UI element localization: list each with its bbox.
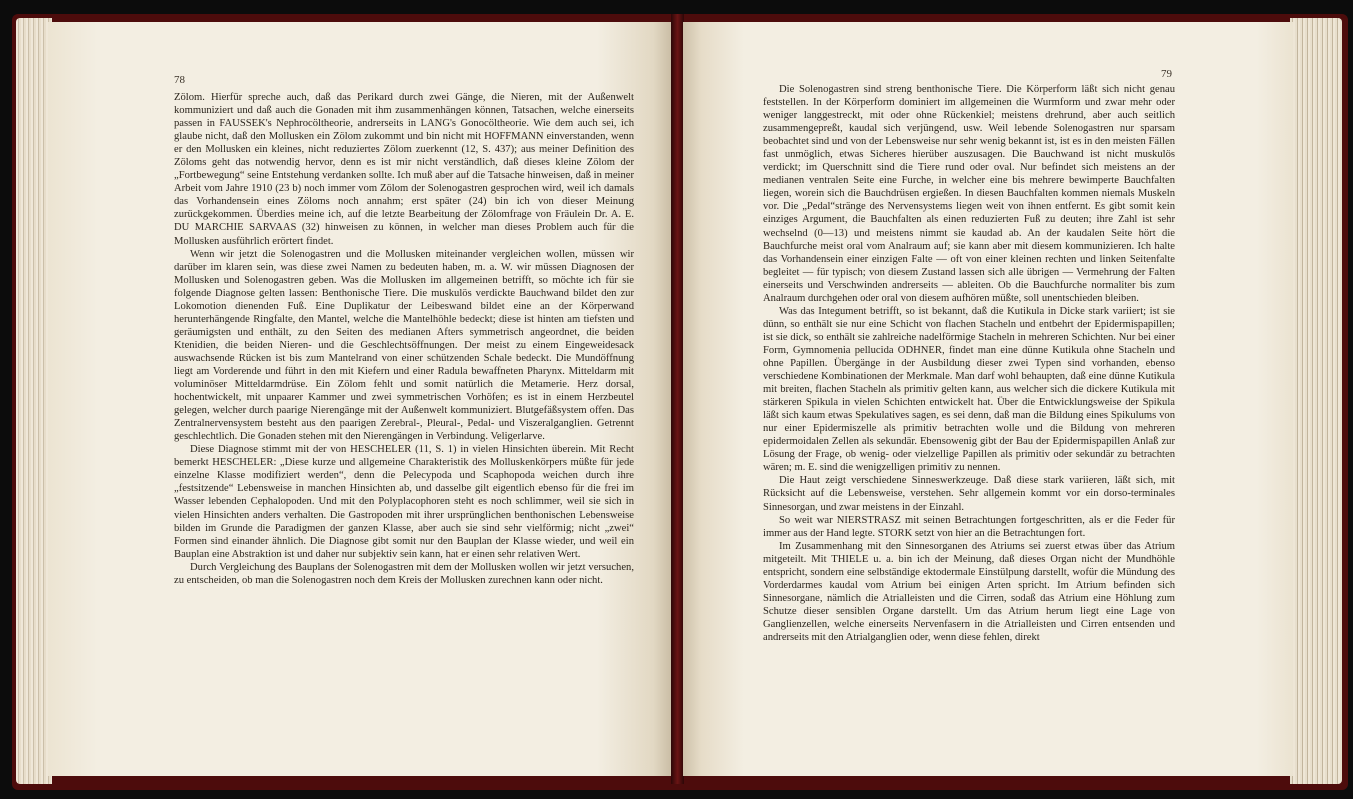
right-paragraph-2: Was das Integument betrifft, so ist bekannt, daß die Kutikula in Dicke stark variiert; ist sie dünn, so enthält sie nur eine Schicht von flachen Stacheln und entbehrt der Epidermispapillen; ist sie dick, so enthält sie zahlreiche nadelförmige Stacheln in mehreren Schichten. Nur bei einer Form, Gymnomenia pellucida ODHNER, findet man eine dünne Kutikula ohne Stacheln und ohne Papillen. Übergänge in der Ausbildung dieser zwei Typen sind vorhanden, ebenso verschiedene Kombinationen der Merkmale. Man darf wohl behaupten, daß eine dünne Kutikula mit breiten, flachen Stacheln als primitiv gelten kann, aus welcher sich die dickere Kutikula mit stärkeren Spikula in vielen Schichten entwickelt hat. Über die Entwicklungsweise der Spikula läßt sich kaum etwas Spekulatives sagen, es sei denn, daß man die Bildung eines Spikulums von nur einer Epidermiszelle als primitiv betrachten wolle und die Bildung von mehreren epidermoidalen Zellen als sekundär. Ebensowenig gibt der Bau der Epidermispapillen Anlaß zur Lösung der Frage, ob wenig- oder vielzellige Papillen als primitiv oder sekundär zu betrachten wären; m. E. sind die wenigzelligen primitiv zu nennen. xyxy=(763,305,1175,474)
right-paragraph-1: Die Solenogastren sind streng benthonische Tiere. Die Körperform läßt sich nicht genau feststellen. In der Körperform dominiert im allgemeinen die Wurmform und zwar mehr oder weniger langgestreckt, mit oder ohne Rückenkiel; meistens drehrund, aber auch seitlich zusammengepreßt, kaudal sich verjüngend, usw. Weil lebende Solenogastren nur sparsam beobachtet sind und von der Lebensweise nur sehr wenig bekannt ist, ist es in den meisten Fällen fast unmöglich, etwas Sicheres hierüber auszusagen. Die Bauchwand ist nicht muskulös verdickt; im Querschnitt sind die Tiere rund oder oval. Nur befindet sich meistens an der medianen ventralen Seite eine Furche, in welcher eine bis mehrere bewimperte Bauchfalten liegen, worein sich die Bauchdrüsen ergießen. In diesen Bauchfalten kommen niemals Muskeln vor. Die „Pedal“stränge des Nervensystems liegen weit von ihnen entfernt. Es gibt somit kein einziges Argument, die Bauchfalten als einen reduzierten Fuß zu deuten; ihre Zahl ist sehr wechselnd (0—13) und meistens nimmt sie kaudad ab. An der kaudalen Seite hört die Bauchfurche meist oral vom Analraum auf; sie kann aber mit diesem kommunizieren. Ich halte das Vorhandensein einer einzigen Falte — oft von einer kleinen rechten und linken Seitenfalte begleitet — für typisch; von diesem Zustand lassen sich alle übrigen — Vermehrung der Falten einerseits und Verschwinden andrerseits — ableiten. Ob die Bauchfurche normaliter bis zum Analraum durchgehen oder oral von diesem aufhören müßte, soll unentschieden bleiben. xyxy=(763,84,1175,304)
left-paragraph-3: Diese Diagnose stimmt mit der von HESCHELER (11, S. 1) in vielen Hinsichten überein. Mit Recht bemerkt HESCHELER: „Diese kurze und allgemeine Charakteristik des Molluskenkörpers müßte für jede einzelne Klasse modifiziert werden“, denn die Pelecypoda und Scaphopoda weichen durch ihre „festsitzende“ Lebensweise in manchen Hinsichten ab, und dasselbe gilt eigentlich ebenso für die frei im Wasser lebenden Cephalopoden. Und mit den Polyplacophoren steht es noch schlimmer, weil sie sich in vielen Hinsichten anders verhalten. Die Gastropoden mit ihrer ursprünglichen benthonischen Lebensweise bilden im Grunde die Paradigmen der ganzen Klasse, aber auch sie sind sehr vielförmig; nicht „zwei“ Formen sind einander ähnlich. Die Diagnose gibt somit nur den Bauplan der Klasse wieder, und weil ein Bauplan eine Abstraktion ist und daher nur subjektiv sein kann, hat er einen sehr relativen Wert. xyxy=(174,444,634,560)
right-page-number: 79 xyxy=(1161,68,1172,80)
left-paragraph-1: Zölom. Hierfür spreche auch, daß das Perikard durch zwei Gänge, die Nieren, mit der Außenwelt kommuniziert und daß auch die Gonaden mit ihm zusammenhängen können, Tatsachen, welche einerseits passen in FAUSSEK's Nephrocöltheorie, andrerseits in LANG's Gonocöltheorie. Wie dem auch sei, ich glaube nicht, daß den Mollusken ein Zölom zukommt und bin nicht mit HOFFMANN einverstanden, wenn er den Mollusken ein kleines, nicht reduziertes Zölom zuerkennt (12, S. 437); aus meiner Definition des Zöloms geht das notwendig hervor, denn es ist mir nicht verständlich, daß dieses kleine Zölom der „Fortbewegung“ seine Entstehung verdanken sollte. Ich muß aber auf die Tatsache hinweisen, daß in meiner Arbeit vom Jahre 1910 (23 b) noch immer vom Zölom der Solenogastren gesprochen wird, weil ich damals das Vorhandensein eines Zöloms noch annahm; erst später (24) bin ich von dieser Meinung zurückgekommen. Überdies meine ich, auf die letzte Bearbeitung der Zölomfrage von Fräulein Dr. A. E. DU MARCHIE SARVAAS (32) hinweisen zu können, in welcher man dieses Problem auch für die Mollusken ausführlich erörtert findet. xyxy=(174,92,634,247)
right-page-text xyxy=(763,83,1175,644)
right-paragraph-4: So weit war NIERSTRASZ mit seinen Betrachtungen fortgeschritten, als er die Feder für immer aus der Hand legte. STORK setzt von hier an die Betrachtungen fort. xyxy=(763,514,1175,539)
left-page-text xyxy=(174,91,634,587)
right-paragraph-5: Im Zusammenhang mit den Sinnesorganen des Atriums sei zuerst etwas über das Atrium mitgeteilt. Mit THIELE u. a. bin ich der Meinung, daß dieses Organ nicht der Mundhöhle entspricht, sondern eine selbständige ektodermale Einstülpung darstellt, wofür die Mündung des Vorderdarmes kaudal vom Atrium bei einigen Arten spricht. Im Atrium befinden sich Sinnesorgane, nämlich die Atrialleisten und die Cirren, sodaß das Atrium eine Höhlung zum Schutze dieser sensiblen Organe darstellt. Um das Atrium herum liegt eine Lage von Ganglienzellen, welche einerseits Nervenfasern in die Atrialleisten und Cirren entsenden und andrerseits mit den Atrialganglien oder, wenn diese fehlen, direkt xyxy=(763,540,1175,643)
left-paragraph-4: Durch Vergleichung des Bauplans der Solenogastren mit dem der Mollusken wollen wir jetzt versuchen, zu entscheiden, ob man die Solenogastren noch dem Kreis der Mollusken zurechnen kann oder nicht. xyxy=(174,561,634,586)
left-page xyxy=(48,22,672,776)
left-page-number: 78 xyxy=(174,74,185,86)
page-edges-right xyxy=(1290,18,1342,784)
left-paragraph-2: Wenn wir jetzt die Solenogastren und die Mollusken miteinander vergleichen wollen, müssen wir darüber im klaren sein, was diese zwei Namen zu bedeuten haben, m. a. W. wir müssen Diagnosen der Mollusken und Solenogastren geben. Was die Mollusken im allgemeinen betrifft, so möchte ich für sie folgende Diagnose gelten lassen: Benthonische Tiere. Die muskulös verdickte Bauchwand bildet den zur Lokomotion dienenden Fuß. Eine Duplikatur der Leibeswand bildet eine an der Körperwand herunterhängende Ringfalte, den Mantel, welche die Mantelhöhle bedeckt; diese ist hinten am tiefsten und geräumigsten und enthält, zu den Seiten des medianen Afters symmetrisch angeordnet, die beiden Ktenidien, die beiden Nieren- und die Geschlechtsöffnungen. Der meist zu einem Eingeweidesack auswachsende Rücken ist bis zum Mantelrand von einer schützenden Schale bedeckt. Die Mundöffnung liegt am Vorderende und führt in den mit Kiefern und einer Radula bewaffneten Pharynx. Mitteldarm mit voluminöser Mitteldarmdrüse. Ein Zölom fehlt und somit natürlich die Metamerie. Herz dorsal, hochentwickelt, mit unpaarer Kammer und zwei symmetrischen Vorhöfen; es ist in einem Herzbeutel gelegen, welcher durch paarige Nierengänge mit der Außenwelt kommuniziert. Blutgefäßsystem offen. Das Zentralnervensystem besteht aus den paarigen Zerebral-, Pleural-, Pedal- und Viszeralganglien. Getrennt geschlechtlich. Die Gonaden stehen mit den Nierengängen in Verbindung. Veligerlarve. xyxy=(174,248,634,443)
page-edges-left xyxy=(16,18,52,784)
right-paragraph-3: Die Haut zeigt verschiedene Sinneswerkzeuge. Daß diese stark variieren, läßt sich, mit Rücksicht auf die Lebensweise, verstehen. Sehr allgemein kommt vor ein dorso-terminales Sinnesorgan, und zwar meistens in der Einzahl. xyxy=(763,475,1175,513)
right-page xyxy=(683,22,1293,776)
